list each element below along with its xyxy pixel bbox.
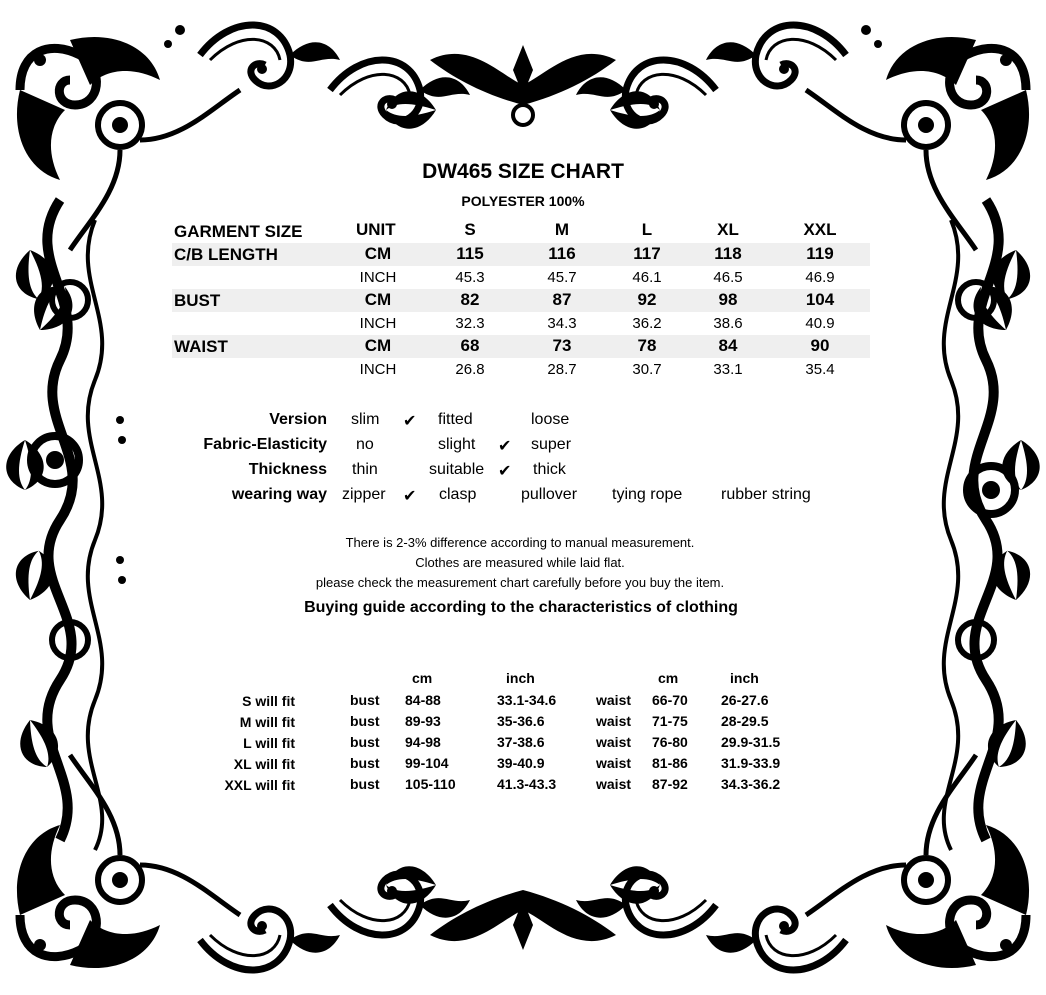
attr-option: pullover [521, 486, 578, 503]
bust-inch: 35-36.6 [497, 713, 545, 729]
bust-label: bust [350, 776, 380, 792]
check-icon: ✔ [498, 463, 512, 480]
cell-bust-inch-m: 34.3 [547, 315, 577, 332]
waist-cm: 76-80 [652, 734, 688, 750]
cell-bust-inch-xl: 38.6 [713, 315, 743, 332]
cell-bust-inch-l: 36.2 [632, 315, 662, 332]
attr-option: suitable [429, 461, 485, 478]
cell-bust-cm-m: 87 [552, 290, 572, 309]
attr-label-wearing-way: wearing way [231, 486, 327, 503]
bust-label: bust [350, 734, 380, 750]
bust-cm: 99-104 [405, 755, 449, 771]
cell-waist-inch-xl: 33.1 [713, 361, 743, 378]
bust-cm: 89-93 [405, 713, 441, 729]
row-band-waist [172, 335, 870, 358]
buying-guide-title: Buying guide according to the characteristics of clothing [304, 599, 738, 616]
fit-label: M will fit [239, 714, 295, 730]
bust-label: bust [350, 692, 380, 708]
fit-label: XXL will fit [224, 777, 295, 793]
waist-label: waist [596, 713, 632, 729]
cell-length-inch-l: 46.1 [632, 269, 662, 286]
attr-option: loose [531, 411, 570, 428]
col-header-bust-cm: cm [412, 670, 433, 686]
cell-length-cm-xxl: 119 [806, 244, 834, 263]
attr-option: thin [352, 461, 378, 478]
attr-option: thick [533, 461, 566, 478]
waist-inch: 26-27.6 [721, 692, 769, 708]
bust-cm: 94-98 [405, 734, 441, 750]
waist-inch: 34.3-36.2 [721, 776, 781, 792]
waist-cm: 81-86 [652, 755, 688, 771]
cell-length-cm-l: 117 [633, 244, 661, 263]
fit-label: XL will fit [233, 756, 295, 772]
attr-option: zipper [342, 486, 386, 503]
bust-label: bust [350, 713, 380, 729]
check-icon: ✔ [403, 488, 417, 505]
bust-inch: 37-38.6 [497, 734, 545, 750]
bust-inch: 33.1-34.6 [497, 692, 557, 708]
cell-length-inch-xl: 46.5 [713, 269, 743, 286]
cell-bust-cm-s: 82 [460, 290, 480, 309]
attr-label-thickness: Thickness [248, 461, 327, 478]
waist-inch: 31.9-33.9 [721, 755, 781, 771]
cell-bust-cm-l: 92 [637, 290, 657, 309]
fit-label: S will fit [242, 693, 295, 709]
col-header-waist-cm: cm [658, 670, 679, 686]
cell-waist-cm-xl: 84 [718, 336, 738, 355]
attr-option: slight [438, 436, 476, 453]
bust-cm: 84-88 [405, 692, 441, 708]
cell-waist-inch-xxl: 35.4 [805, 361, 835, 378]
attr-option: slim [351, 411, 380, 428]
attr-label-version: Version [269, 411, 327, 428]
cell-waist-cm-l: 78 [637, 336, 657, 355]
col-header-waist-inch: inch [730, 670, 759, 686]
cell-length-inch-m: 45.7 [547, 269, 577, 286]
unit-inch: INCH [359, 361, 397, 378]
check-icon: ✔ [403, 413, 417, 430]
row-label-waist: WAIST [174, 337, 228, 356]
attr-option: clasp [439, 486, 477, 503]
unit-cm: CM [364, 290, 392, 309]
cell-waist-inch-s: 26.8 [455, 361, 485, 378]
attr-option: tying rope [612, 486, 683, 503]
note-line: please check the measurement chart carefully before you buy the item. [315, 575, 725, 590]
header-garment-size: GARMENT SIZE [174, 222, 303, 241]
material-subtitle: POLYESTER 100% [461, 193, 585, 209]
check-icon: ✔ [498, 438, 512, 455]
unit-inch: INCH [359, 315, 397, 332]
header-size-xxl: XXL [803, 220, 837, 239]
waist-label: waist [596, 776, 632, 792]
row-label-bust: BUST [174, 291, 221, 310]
col-header-bust-inch: inch [506, 670, 535, 686]
bust-inch: 39-40.9 [497, 755, 545, 771]
cell-waist-cm-m: 73 [552, 336, 572, 355]
bust-cm: 105-110 [405, 776, 456, 792]
header-size-m: M [554, 220, 570, 239]
row-label-length: C/B LENGTH [174, 245, 278, 264]
attr-option: rubber string [721, 486, 811, 503]
waist-inch: 29.9-31.5 [721, 734, 781, 750]
attr-option: fitted [438, 411, 473, 428]
row-band-bust [172, 289, 870, 312]
header-size-l: L [641, 220, 653, 239]
cell-length-inch-s: 45.3 [455, 269, 485, 286]
cell-bust-inch-xxl: 40.9 [805, 315, 835, 332]
fit-label: L will fit [243, 735, 295, 751]
unit-inch: INCH [359, 269, 397, 286]
cell-bust-cm-xxl: 104 [805, 290, 835, 309]
cell-waist-cm-xxl: 90 [810, 336, 830, 355]
chart-title: DW465 SIZE CHART [422, 160, 624, 183]
header-unit: UNIT [356, 220, 396, 239]
header-size-xl: XL [717, 220, 739, 239]
cell-length-inch-xxl: 46.9 [805, 269, 835, 286]
cell-length-cm-s: 115 [456, 244, 484, 263]
bust-label: bust [350, 755, 380, 771]
waist-inch: 28-29.5 [721, 713, 769, 729]
unit-cm: CM [364, 336, 392, 355]
note-line: There is 2-3% difference according to manual measurement. [345, 535, 695, 550]
cell-length-cm-m: 116 [548, 244, 576, 263]
attr-option: super [531, 436, 572, 453]
waist-label: waist [596, 734, 632, 750]
note-line: Clothes are measured while laid flat. [415, 555, 625, 570]
cell-waist-inch-l: 30.7 [632, 361, 662, 378]
cell-waist-inch-m: 28.7 [547, 361, 577, 378]
unit-cm: CM [364, 244, 392, 263]
cell-bust-cm-xl: 98 [718, 290, 738, 309]
cell-waist-cm-s: 68 [460, 336, 480, 355]
waist-cm: 66-70 [652, 692, 688, 708]
waist-cm: 71-75 [652, 713, 688, 729]
cell-bust-inch-s: 32.3 [455, 315, 485, 332]
header-size-s: S [464, 220, 476, 239]
waist-label: waist [596, 755, 632, 771]
cell-length-cm-xl: 118 [714, 244, 742, 263]
waist-label: waist [596, 692, 632, 708]
attr-label-fabric-elasticity: Fabric-Elasticity [203, 436, 327, 453]
bust-inch: 41.3-43.3 [497, 776, 557, 792]
waist-cm: 87-92 [652, 776, 688, 792]
attr-option: no [356, 436, 374, 453]
